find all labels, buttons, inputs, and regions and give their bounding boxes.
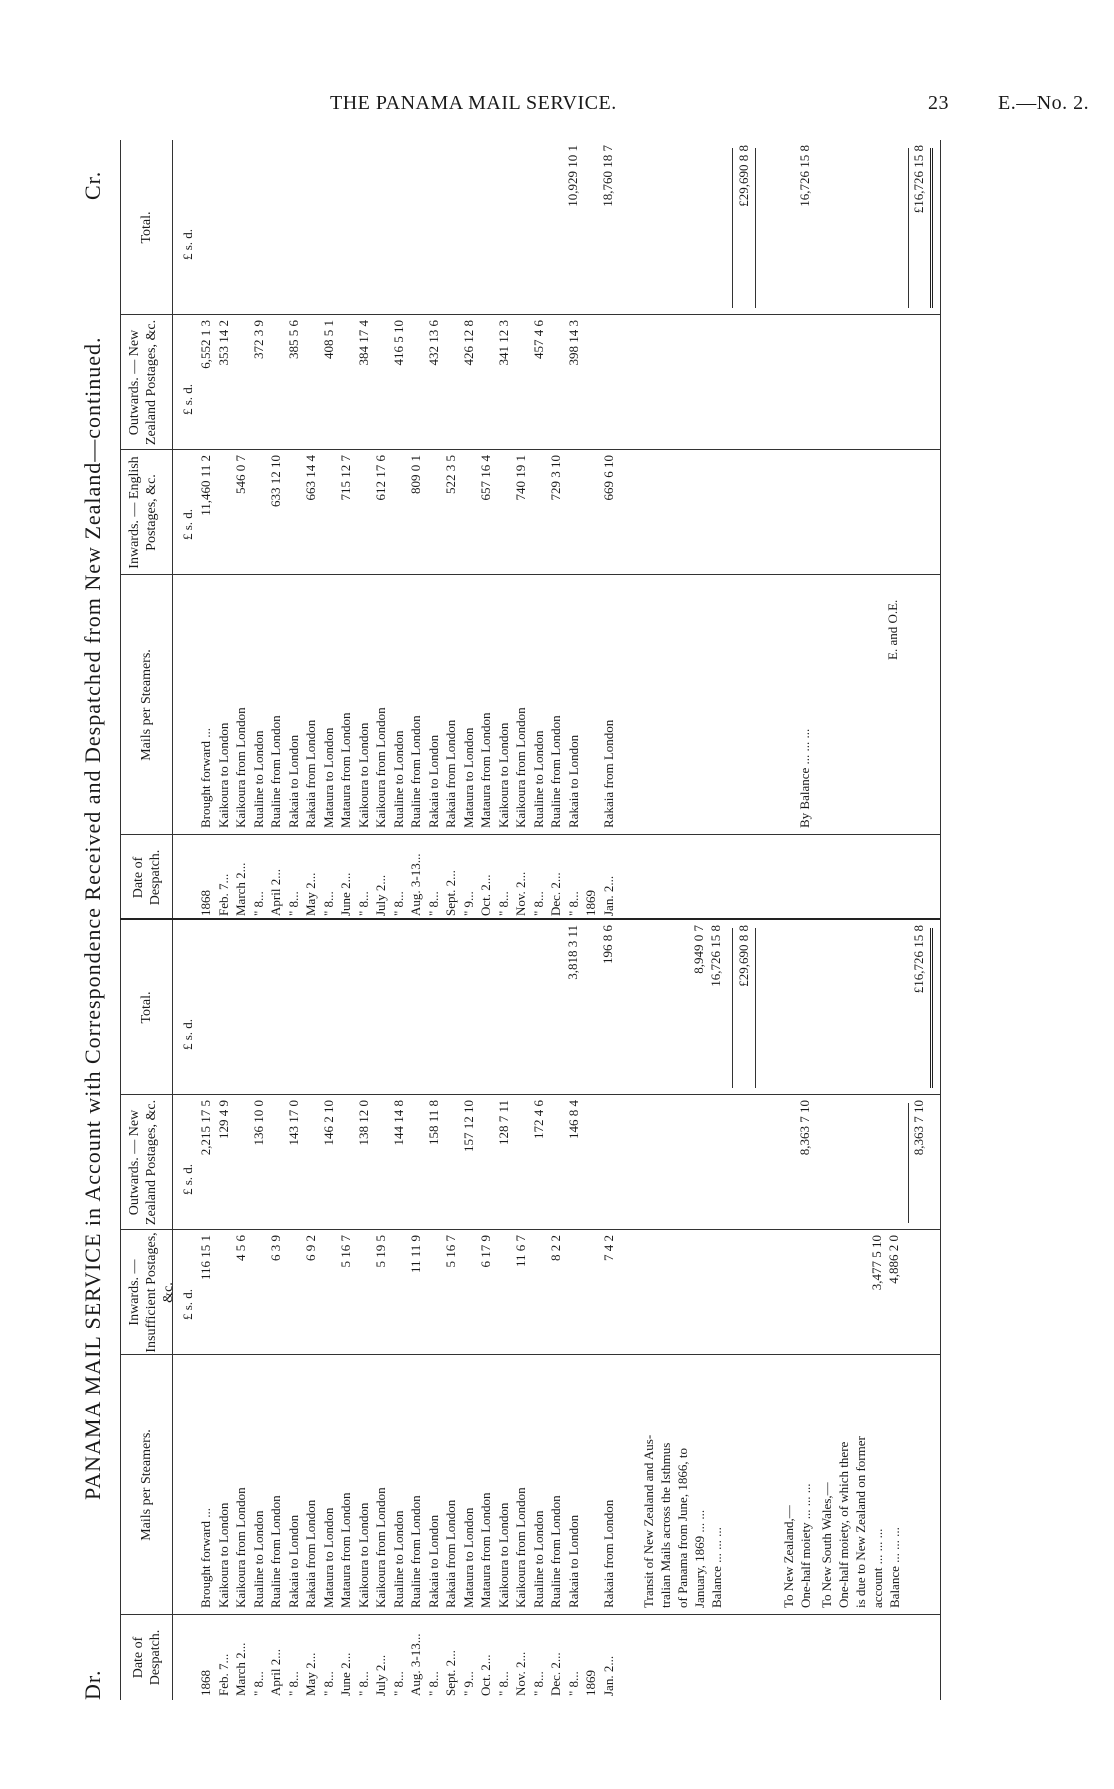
- cr-inwards-cell: 657 16 4: [478, 455, 493, 501]
- document-reference: E.—No. 2.: [998, 92, 1090, 114]
- cr-mail-cell: Mataura from London: [338, 712, 353, 828]
- dr-outwards-header: Outwards. — New Zealand Postages, &c.: [127, 1099, 159, 1226]
- dr-mail-cell: Rualine to London: [250, 1510, 266, 1608]
- dr-date-cell: " 9...: [460, 1671, 476, 1696]
- cr-signature: E. and O.E.: [885, 599, 900, 660]
- cr-mail-cell: Kaikoura from London: [373, 707, 388, 828]
- dr-outwards-cell: 129 4 9: [215, 1100, 231, 1139]
- cr-inwards-cell: 522 3 5: [443, 455, 458, 494]
- cr-outwards-cell: 341 12 3: [495, 320, 511, 366]
- cr-total-main: 10,929 10 1: [565, 145, 580, 207]
- cr-outwards-header: Outwards. — New Zealand Postages, &c.: [127, 319, 159, 446]
- dr-transit-total: 8,949 0 7: [691, 925, 706, 974]
- dr-mail-cell: Mataura to London: [460, 1507, 476, 1608]
- dr-mail-cell: Rualine from London: [408, 1495, 423, 1608]
- cr-inwards-cell: 740 19 1: [513, 455, 528, 501]
- dr-col-rule: [120, 1614, 940, 1615]
- cr-final-total: £16,726 15 8: [911, 145, 926, 214]
- cr-total-rakaia: 18,760 18 7: [600, 145, 615, 207]
- dr-date-header: Date of Despatch.: [131, 1629, 163, 1686]
- dr-inwards-cell: [251, 1235, 269, 1350]
- center-divider: [120, 918, 940, 920]
- dr-outwards-cell: [338, 1100, 356, 1225]
- cr-inwards-cell: [566, 455, 584, 570]
- dr-mail-cell: [583, 1487, 601, 1608]
- cr-inwards-cell: [356, 455, 374, 570]
- cr-inwards-cell: 715 12 7: [338, 455, 353, 501]
- dr-outwards-cell: 136 10 0: [250, 1100, 266, 1146]
- cr-mail-cell: Rakaia to London: [565, 734, 581, 828]
- cr-date-cell: Feb. 7...: [215, 873, 231, 916]
- double-rule: [930, 928, 933, 1088]
- cr-date-cell: Oct. 2...: [478, 874, 493, 916]
- dr-col-rule: [120, 1354, 940, 1355]
- dr-nz-text: To New Zealand,— One-half moiety ... ... ...: [781, 1483, 813, 1608]
- cr-inwards-cell: [391, 455, 409, 570]
- cr-mail-cell: Rakaia from London: [443, 719, 458, 828]
- sum-rule: [732, 928, 733, 1088]
- dr-mail-cell: Rakaia to London: [565, 1514, 581, 1608]
- dr-inwards-cell: 11 6 7: [513, 1235, 528, 1268]
- dr-date-cell: 1868: [198, 1670, 213, 1696]
- dr-mail-cell: Rakaia from London: [600, 1499, 616, 1608]
- cr-by-balance-total: 16,726 15 8: [797, 145, 812, 207]
- cr-inwards-cell: 546 0 7: [233, 455, 248, 494]
- dr-inwards-cell: 5 19 5: [373, 1235, 388, 1268]
- dr-date-cell: March 2...: [233, 1642, 248, 1696]
- dr-date-cell: May 2...: [303, 1652, 318, 1696]
- cr-mail-cell: Rakaia from London: [303, 719, 318, 828]
- cr-mail-cell: Mataura to London: [320, 727, 336, 828]
- dr-date-cell: April 2...: [268, 1649, 283, 1696]
- cr-mail-cell: Brought forward ...: [198, 727, 213, 828]
- dr-outwards-cell: 143 17 0: [285, 1100, 301, 1146]
- dr-outwards-cell: 158 11 8: [425, 1100, 441, 1146]
- dr-mail-cell: Mataura to London: [320, 1507, 336, 1608]
- cr-outwards-cell: 457 4 6: [530, 320, 546, 359]
- cr-outwards-cell: [408, 320, 426, 445]
- cr-inwards-cell: [461, 455, 479, 570]
- cr-outwards-cell: 6,552 1 3: [198, 320, 213, 369]
- dr-grand-total: £29,690 8 8: [736, 925, 751, 987]
- cr-col-rule: [120, 314, 940, 315]
- sum-rule: [755, 928, 756, 1088]
- dr-mail-cell: Mataura from London: [478, 1492, 493, 1608]
- page-number: 23: [928, 92, 949, 114]
- cr-outwards-cell: 372 3 9: [250, 320, 266, 359]
- cr-mail-cell: Kaikoura to London: [215, 722, 231, 828]
- sum-rule: [755, 148, 756, 308]
- cr-outwards-cell: [548, 320, 566, 445]
- ledger-table: [80, 140, 980, 1700]
- dr-inwards-cell: 6 9 2: [303, 1235, 318, 1261]
- cr-outwards-cell: [601, 320, 619, 445]
- cr-inwards-cell: 11,460 11 2: [198, 455, 213, 516]
- dr-outwards-cell: [303, 1100, 321, 1225]
- cr-date-cell: July 2...: [373, 874, 388, 916]
- cr-inwards-cell: [583, 455, 601, 570]
- dr-inwards-cell: [356, 1235, 374, 1350]
- cr-date-cell: 1868: [198, 890, 213, 916]
- dr-outwards-list: [198, 1100, 618, 1225]
- cr-mail-cell: Rualine to London: [250, 730, 266, 828]
- cr-inwards-cell: [251, 455, 269, 570]
- cr-mails-header: Mails per Steamers.: [139, 649, 154, 761]
- dr-outwards-cell: 144 14 8: [390, 1100, 406, 1146]
- dr-date-cell: July 2...: [373, 1654, 388, 1696]
- currency-units: £ s. d.: [180, 508, 195, 540]
- dr-date-cell: " 8...: [355, 1671, 371, 1696]
- cr-outwards-cell: 398 14 3: [565, 320, 581, 366]
- dr-outwards-cell: 146 8 4: [565, 1100, 581, 1139]
- cr-outwards-cell: 384 17 4: [355, 320, 371, 366]
- dr-mails-header: Mails per Steamers.: [139, 1429, 154, 1541]
- cr-mail-cell: Kaikoura from London: [233, 707, 248, 828]
- dr-mail-cell: Kaikoura from London: [233, 1487, 248, 1608]
- cr-inwards-cell: [286, 455, 304, 570]
- dr-date-cell: " 8...: [250, 1671, 266, 1696]
- cr-date-header: Date of Despatch.: [131, 849, 163, 906]
- dr-inwards-cell: [531, 1235, 549, 1350]
- dr-mail-cell: Rakaia from London: [303, 1499, 318, 1608]
- dr-nz-outwards: 8,363 7 10: [797, 1100, 812, 1156]
- cr-inwards-cell: 669 6 10: [600, 455, 616, 501]
- cr-mail-cell: Rualine from London: [268, 715, 283, 828]
- dr-date-cell: 1869: [583, 1670, 598, 1696]
- double-rule: [930, 148, 933, 308]
- cr-grand-total: £29,690 8 8: [736, 145, 751, 207]
- dr-outwards-cell: [583, 1100, 601, 1225]
- dr-final-total: £16,726 15 8: [911, 925, 926, 994]
- dr-inwards-cell: [461, 1235, 479, 1350]
- cr-col-rule: [120, 574, 940, 575]
- cr-mail-cell: Mataura from London: [478, 712, 493, 828]
- cr-date-cell: " 8...: [530, 891, 546, 916]
- dr-inwards-cell: 6 17 9: [478, 1235, 493, 1268]
- dr-inwards-cell: [426, 1235, 444, 1350]
- dr-outwards-cell: [268, 1100, 286, 1225]
- dr-nsw-text: To New South Wales,— One-half moiety, of which there is due to New Zealand on former account ... ... ... Balance ... ... ...: [819, 1436, 902, 1608]
- cr-date-cell: Nov. 2...: [513, 871, 528, 916]
- cr-outwards-cell: [583, 320, 601, 445]
- cr-date-cell: " 8...: [355, 891, 371, 916]
- cr-date-cell: " 8...: [495, 891, 511, 916]
- dr-outwards-cell: 138 12 0: [355, 1100, 371, 1146]
- dr-outwards-cell: [513, 1100, 531, 1225]
- cr-mail-cell: Kaikoura to London: [355, 722, 371, 828]
- cr-outwards-cell: [268, 320, 286, 445]
- dr-date-cell: " 8...: [425, 1671, 441, 1696]
- cr-by-balance: By Balance ... ... ...: [797, 728, 812, 828]
- dr-date-cell: Aug. 3-13...: [408, 1633, 423, 1696]
- currency-units: £ s. d.: [180, 383, 195, 415]
- dr-mail-cell: Rualine from London: [268, 1495, 283, 1608]
- dr-date-cell: " 8...: [565, 1671, 581, 1696]
- cr-mail-cell: Mataura to London: [460, 727, 476, 828]
- currency-units: £ s. d.: [180, 1018, 195, 1050]
- dr-inwards-cell: [216, 1235, 234, 1350]
- cr-outwards-cell: 432 13 6: [425, 320, 441, 366]
- cr-date-cell: " 8...: [285, 891, 301, 916]
- page-header: [330, 92, 1090, 122]
- dr-inwards-cell: 11 11 9: [408, 1235, 423, 1274]
- dr-mail-cell: Rakaia to London: [425, 1514, 441, 1608]
- dr-mail-cell: Rakaia from London: [443, 1499, 458, 1608]
- header-rule: [172, 140, 173, 1700]
- dr-outwards-cell: [373, 1100, 391, 1225]
- cr-date-cell: June 2...: [338, 872, 353, 916]
- dr-outwards-cell: [548, 1100, 566, 1225]
- cr-inwards-cell: 809 0 1: [408, 455, 423, 494]
- sum-rule: [908, 148, 909, 308]
- cr-inwards-cell: [216, 455, 234, 570]
- cr-inwards-cell: 633 12 10: [268, 455, 283, 507]
- dr-inwards-cell: [566, 1235, 584, 1350]
- bottom-rule: [940, 140, 941, 1700]
- dr-balance2-inwards: 4,886 2 0: [886, 1235, 901, 1284]
- dr-date-cell: Sept. 2...: [443, 1650, 458, 1696]
- cr-inwards-cell: [321, 455, 339, 570]
- dr-date-cell: " 8...: [390, 1671, 406, 1696]
- dr-inwards-cell: [496, 1235, 514, 1350]
- dr-inwards-cell: 4 5 6: [233, 1235, 248, 1261]
- cr-date-list: [198, 854, 618, 916]
- dr-outwards-cell: [601, 1100, 619, 1225]
- dr-balance-total: 16,726 15 8: [708, 925, 723, 987]
- dr-mails-list: [198, 1487, 618, 1608]
- sum-rule: [908, 1103, 909, 1223]
- dr-mail-cell: Rualine to London: [530, 1510, 546, 1608]
- cr-inwards-list: [198, 455, 618, 570]
- cr-mail-cell: Rakaia to London: [285, 734, 301, 828]
- dr-col-rule: [120, 1094, 940, 1095]
- cr-date-cell: " 8...: [250, 891, 266, 916]
- cr-outwards-cell: [443, 320, 461, 445]
- cr-inwards-cell: 612 17 6: [373, 455, 388, 501]
- dr-date-cell: " 8...: [285, 1671, 301, 1696]
- cr-outwards-list: [198, 320, 618, 445]
- cr-date-cell: Sept. 2...: [443, 870, 458, 916]
- cr-date-cell: " 8...: [425, 891, 441, 916]
- dr-mail-cell: Mataura from London: [338, 1492, 353, 1608]
- running-title: THE PANAMA MAIL SERVICE.: [330, 92, 617, 114]
- cr-inwards-cell: 663 14 4: [303, 455, 318, 501]
- dr-mail-cell: Kaikoura to London: [215, 1502, 231, 1608]
- dr-transit-text: Transit of New Zealand and Aus- tralian Mails across the Isthmus of Panama from June, 1866, to January, 1869 ... ... Balance ... ... ...: [641, 1434, 724, 1608]
- cr-date-cell: Jan. 2...: [600, 875, 616, 916]
- dr-inwards-cell: [391, 1235, 409, 1350]
- cr-label: Cr.: [80, 170, 105, 200]
- sum-rule: [732, 148, 733, 308]
- dr-mail-cell: Rualine from London: [548, 1495, 563, 1608]
- dr-inwards-cell: 116 15 1: [198, 1235, 213, 1281]
- dr-date-cell: " 8...: [495, 1671, 511, 1696]
- dr-inwards-cell: [583, 1235, 601, 1350]
- cr-outwards-cell: [513, 320, 531, 445]
- dr-outwards-cell: 172 4 6: [530, 1100, 546, 1139]
- dr-mail-cell: Kaikoura to London: [355, 1502, 371, 1608]
- cr-date-cell: " 9...: [460, 891, 476, 916]
- cr-outwards-cell: [303, 320, 321, 445]
- dr-outwards-cell: [443, 1100, 461, 1225]
- dr-inwards-cell: 6 3 9: [268, 1235, 283, 1261]
- dr-mail-cell: Rakaia to London: [285, 1514, 301, 1608]
- dr-outwards-cell: 2,215 17 5: [198, 1100, 213, 1156]
- cr-outwards-cell: 416 5 10: [390, 320, 406, 366]
- dr-inwards-cell: 5 16 7: [443, 1235, 458, 1268]
- dr-outwards-cell: 146 2 10: [320, 1100, 336, 1146]
- dr-inwards-header: Inwards. — Insufficient Postages, &c.: [127, 1232, 176, 1353]
- dr-date-cell: Nov. 2...: [513, 1651, 528, 1696]
- dr-date-cell: June 2...: [338, 1652, 353, 1696]
- cr-date-cell: " 8...: [565, 891, 581, 916]
- dr-total-header: Total.: [139, 991, 154, 1024]
- cr-mail-cell: Kaikoura to London: [495, 722, 511, 828]
- dr-date-cell: Feb. 7...: [215, 1653, 231, 1696]
- cr-mail-cell: [583, 707, 601, 828]
- cr-mail-cell: Rualine from London: [548, 715, 563, 828]
- cr-col-rule: [120, 834, 940, 835]
- cr-inwards-cell: [531, 455, 549, 570]
- top-rule: [120, 140, 121, 1700]
- dr-total-rakaia: 196 8 6: [600, 925, 615, 964]
- currency-units: £ s. d.: [180, 1163, 195, 1195]
- cr-mails-list: [198, 707, 618, 828]
- dr-outwards-cell: [408, 1100, 426, 1225]
- cr-outwards-cell: 353 14 2: [215, 320, 231, 366]
- cr-mail-cell: Kaikoura from London: [513, 707, 528, 828]
- cr-mail-cell: Rualine from London: [408, 715, 423, 828]
- dr-mail-cell: Brought forward ...: [198, 1507, 213, 1608]
- dr-date-cell: Dec. 2...: [548, 1652, 563, 1696]
- table-title: PANAMA MAIL SERVICE in Account with Correspondence Received and Despatched from New Zealand—continued.: [80, 336, 105, 1500]
- cr-date-cell: " 8...: [390, 891, 406, 916]
- dr-date-list: [198, 1634, 618, 1696]
- dr-date-cell: " 8...: [320, 1671, 336, 1696]
- dr-inwards-cell: [321, 1235, 339, 1350]
- cr-inwards-cell: [426, 455, 444, 570]
- dr-mail-cell: Kaikoura to London: [495, 1502, 511, 1608]
- cr-inwards-cell: [496, 455, 514, 570]
- dr-inwards-list: [198, 1235, 618, 1350]
- cr-outwards-cell: [233, 320, 251, 445]
- currency-units: £ s. d.: [180, 228, 195, 260]
- cr-mail-cell: Rualine to London: [530, 730, 546, 828]
- dr-mail-cell: Kaikoura from London: [373, 1487, 388, 1608]
- dr-label: Dr.: [80, 1669, 105, 1700]
- cr-date-cell: Dec. 2...: [548, 872, 563, 916]
- cr-outwards-cell: 385 5 6: [285, 320, 301, 359]
- cr-date-cell: March 2...: [233, 862, 248, 916]
- dr-outwards-cell: 157 12 10: [460, 1100, 476, 1152]
- currency-units: £ s. d.: [180, 1288, 195, 1320]
- cr-inwards-header: Inwards. — English Postages, &c.: [127, 456, 159, 569]
- cr-date-cell: Aug. 3-13...: [408, 853, 423, 916]
- cr-outwards-cell: [478, 320, 496, 445]
- cr-col-rule: [120, 449, 940, 450]
- cr-inwards-cell: 729 3 10: [548, 455, 563, 501]
- dr-final-outwards: 8,363 7 10: [911, 1100, 926, 1156]
- dr-mail-cell: Kaikoura from London: [513, 1487, 528, 1608]
- dr-outwards-cell: [478, 1100, 496, 1225]
- cr-outwards-cell: 408 5 1: [320, 320, 336, 359]
- dr-inwards-cell: 5 16 7: [338, 1235, 353, 1268]
- dr-date-cell: Jan. 2...: [600, 1655, 616, 1696]
- dr-date-cell: Oct. 2...: [478, 1654, 493, 1696]
- dr-col-rule: [120, 1229, 940, 1230]
- cr-mail-cell: Rualine to London: [390, 730, 406, 828]
- cr-mail-cell: Rakaia to London: [425, 734, 441, 828]
- dr-nsw-inwards: 3,477 5 10: [869, 1235, 884, 1291]
- dr-inwards-cell: 7 4 2: [600, 1235, 616, 1261]
- dr-outwards-cell: 128 7 11: [495, 1100, 511, 1146]
- cr-date-cell: April 2...: [268, 869, 283, 916]
- cr-total-header: Total.: [139, 211, 154, 244]
- cr-date-cell: May 2...: [303, 872, 318, 916]
- cr-outwards-cell: [338, 320, 356, 445]
- cr-outwards-cell: 426 12 8: [460, 320, 476, 366]
- dr-date-cell: " 8...: [530, 1671, 546, 1696]
- cr-mail-cell: Rakaia from London: [600, 719, 616, 828]
- dr-inwards-cell: 8 2 2: [548, 1235, 563, 1261]
- dr-mail-cell: Rualine to London: [390, 1510, 406, 1608]
- dr-inwards-cell: [286, 1235, 304, 1350]
- cr-date-cell: 1869: [583, 890, 598, 916]
- cr-date-cell: " 8...: [320, 891, 336, 916]
- dr-outwards-cell: [233, 1100, 251, 1225]
- cr-outwards-cell: [373, 320, 391, 445]
- dr-total-main: 3,818 3 11: [565, 925, 580, 980]
